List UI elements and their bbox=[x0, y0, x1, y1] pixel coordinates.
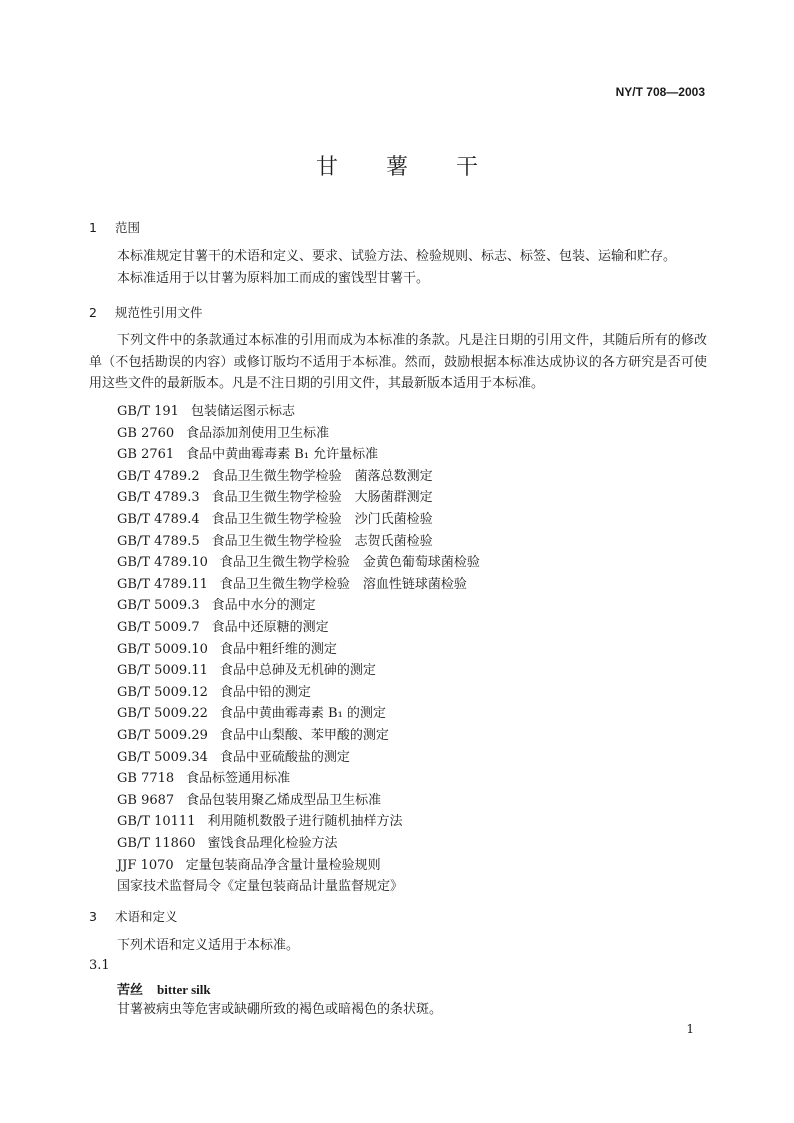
reference-code: GB 2760 bbox=[117, 425, 175, 441]
term-chinese: 苦丝 bbox=[117, 983, 144, 998]
scope-paragraph: 本标准适用于以甘薯为原料加工而成的蜜饯型甘薯干。 bbox=[117, 271, 430, 286]
reference-item bbox=[117, 573, 467, 592]
reference-title: 定量包装商品净含量计量检验规则 bbox=[185, 857, 381, 873]
reference-code: JJF 1070 bbox=[117, 857, 174, 873]
reference-code: GB 2761 bbox=[117, 447, 175, 463]
reference-item bbox=[117, 746, 350, 765]
reference-item bbox=[117, 551, 480, 570]
document-title bbox=[0, 150, 794, 181]
scope-paragraph: 本标准规定甘薯干的术语和定义、要求、试验方法、检验规则、标志、标签、包装、运输和贮存。 bbox=[117, 249, 677, 264]
term-english: bitter silk bbox=[157, 982, 211, 997]
reference-item bbox=[117, 724, 389, 743]
reference-title: 食品中黄曲霉毒素 B₁ 允许量标准 bbox=[186, 447, 379, 463]
reference-code: GB 9687 bbox=[117, 792, 175, 808]
title-char: 干 bbox=[456, 155, 479, 180]
reference-item bbox=[117, 508, 433, 527]
reference-code: GB/T 5009.22 bbox=[117, 706, 208, 722]
reference-item bbox=[117, 681, 311, 700]
reference-item bbox=[117, 616, 329, 635]
reference-title: 食品卫生微生物学检验 金黄色葡萄球菌检验 bbox=[219, 555, 480, 571]
section-heading-scope: 1 范围 bbox=[89, 220, 141, 235]
reference-item bbox=[117, 702, 386, 721]
reference-code: GB/T 4789.5 bbox=[117, 533, 200, 549]
section-heading-terms: 3 术语和定义 bbox=[89, 909, 178, 924]
reference-title: 食品中亚硫酸盐的测定 bbox=[219, 749, 350, 765]
reference-title: 食品中粗纤维的测定 bbox=[219, 641, 337, 657]
reference-code: GB/T 5009.34 bbox=[117, 749, 208, 765]
reference-title: 包装储运图示标志 bbox=[190, 404, 295, 419]
reference-code: GB/T 4789.2 bbox=[117, 468, 200, 484]
title-char: 薯 bbox=[385, 155, 408, 180]
normative-intro: 下列文件中的条款通过本标准的引用而成为本标准的条款。凡是注日期的引用文件，其随后所有的修改单（不包括勘误的内容）或修订版均不适用于本标准。然而，鼓励根据本标准达成协议的各方研究是否可使用这些文件的最新版本。凡是不注日期的引用文件，其最新版本适用于本标准。 bbox=[89, 333, 707, 391]
reference-item bbox=[117, 810, 403, 829]
reference-title: 食品卫生微生物学检验 志贺氏菌检验 bbox=[211, 533, 433, 549]
reference-item bbox=[117, 854, 381, 873]
reference-title: 国家技术监督局令《定量包装商品计量监督规定》 bbox=[117, 879, 404, 895]
page-number: 1 bbox=[686, 1022, 694, 1036]
reference-item bbox=[117, 465, 433, 484]
reference-code: GB/T 4789.3 bbox=[117, 490, 200, 506]
reference-code: GB/T 10111 bbox=[117, 814, 196, 830]
reference-item bbox=[117, 767, 290, 786]
reference-code: GB 7718 bbox=[117, 771, 175, 787]
reference-title: 食品中总砷及无机砷的测定 bbox=[219, 663, 376, 679]
reference-title: 食品中黄曲霉毒素 B₁ 的测定 bbox=[219, 706, 386, 722]
reference-item bbox=[117, 875, 403, 894]
term-number: 3.1 bbox=[89, 958, 110, 973]
reference-code: GB/T 191 bbox=[117, 404, 179, 419]
reference-title: 食品中水分的测定 bbox=[211, 598, 316, 614]
title-char: 甘 bbox=[315, 155, 338, 180]
reference-title: 食品卫生微生物学检验 溶血性链球菌检验 bbox=[219, 576, 467, 592]
reference-item bbox=[117, 659, 376, 678]
reference-item bbox=[117, 400, 295, 419]
reference-code: GB/T 5009.7 bbox=[117, 620, 200, 635]
reference-title: 食品中山梨酸、苯甲酸的测定 bbox=[219, 728, 389, 743]
term-definition: 甘薯被病虫等危害或缺硼所致的褐色或暗褐色的条状斑。 bbox=[117, 1002, 443, 1017]
reference-code: GB/T 5009.10 bbox=[117, 641, 208, 657]
reference-item bbox=[117, 789, 381, 808]
reference-item bbox=[117, 422, 329, 441]
reference-title: 蜜饯食品理化检验方法 bbox=[207, 836, 338, 851]
reference-title: 食品添加剂使用卫生标准 bbox=[186, 425, 330, 441]
standard-number: NY/T 708—2003 bbox=[615, 85, 705, 99]
reference-code: GB/T 5009.12 bbox=[117, 684, 208, 700]
reference-code: GB/T 4789.4 bbox=[117, 512, 200, 527]
reference-item bbox=[117, 638, 337, 657]
reference-item bbox=[117, 443, 378, 462]
reference-item bbox=[117, 530, 433, 549]
reference-item bbox=[117, 832, 338, 851]
reference-title: 利用随机数骰子进行随机抽样方法 bbox=[207, 814, 403, 830]
reference-title: 食品标签通用标准 bbox=[186, 771, 291, 787]
reference-code: GB/T 5009.3 bbox=[117, 598, 200, 614]
reference-title: 食品卫生微生物学检验 沙门氏菌检验 bbox=[211, 512, 433, 527]
terms-intro: 下列术语和定义适用于本标准。 bbox=[117, 938, 300, 953]
reference-item bbox=[117, 594, 316, 613]
reference-code: GB/T 5009.29 bbox=[117, 728, 208, 743]
term-heading bbox=[117, 979, 211, 998]
reference-title: 食品卫生微生物学检验 菌落总数测定 bbox=[211, 468, 433, 484]
reference-title: 食品中还原糖的测定 bbox=[211, 620, 329, 635]
reference-title: 食品卫生微生物学检验 大肠菌群测定 bbox=[211, 490, 433, 506]
reference-item bbox=[117, 486, 433, 505]
reference-code: GB/T 4789.10 bbox=[117, 555, 208, 571]
reference-code: GB/T 4789.11 bbox=[117, 576, 208, 592]
reference-code: GB/T 5009.11 bbox=[117, 663, 208, 679]
section-heading-normative: 2 规范性引用文件 bbox=[89, 305, 203, 320]
reference-title: 食品中铅的测定 bbox=[219, 684, 311, 700]
reference-code: GB/T 11860 bbox=[117, 836, 196, 851]
reference-title: 食品包装用聚乙烯成型品卫生标准 bbox=[186, 792, 382, 808]
